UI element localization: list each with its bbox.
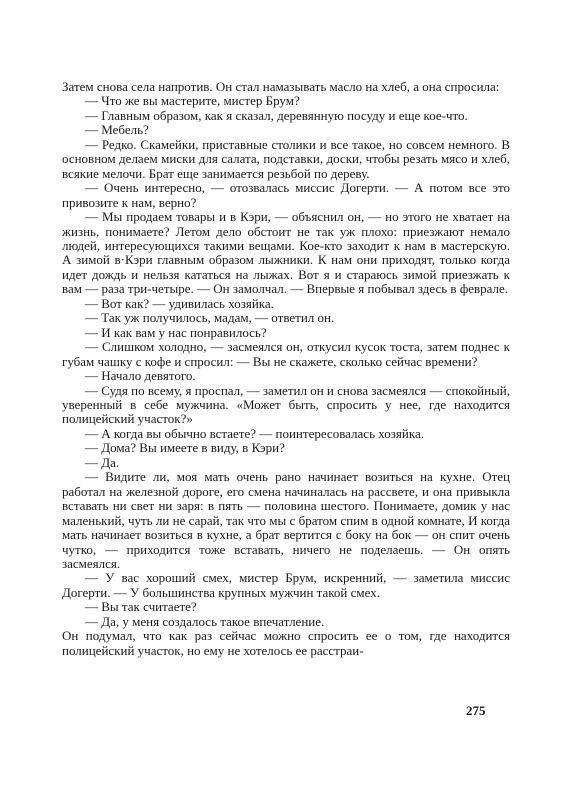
paragraph: — Вы так считаете? [85,599,197,615]
paragraph: Затем снова села напротив. Он стал намазывать масло на хлеб, а она спросила: [62,79,500,94]
paragraph: — Дома? Вы имеете в виду, в Кэри? [85,440,285,456]
paragraph: — Да, у меня создалось такое впечатление. [85,613,325,629]
paragraph: Он подумал, что как раз сейчас можно спросить ее о том, где находится полицейский участок, но ему не хотелось ее расстраи- [62,628,510,658]
paragraph: — Что же вы мастерите, мистер Брум? [85,93,300,109]
paragraph: — У вас хороший смех, мистер Брум, искренний, — заметила миссис Догерти. — У большинства крупных мужчин такой смех. [62,570,510,600]
paragraph: — Видите ли, моя мать очень рано начинает возиться на кухне. Отец работал на железной дороге, его смена начиналась на рассвете, и она привыкла вставать ни свет ни заря: в пять — половина шестого. Понимаете, домик у нас маленький, чуть ли не сарай, так что мы с братом спим в одной комнате, И когда мать начинает возиться в кухне, а брат вертится с боку на бок — он спит очень чутко, — приходится тоже вставать, ничего не поделаешь. — Он опять засмеялся. [62,469,510,571]
paragraph: — И как вам у нас понравилось? [85,324,267,340]
paragraph: — Вот как? — удивилась хозяйка. [85,295,274,311]
paragraph: — Да. [85,454,120,470]
paragraph: — Редко. Скамейки, приставные столики и все такое, но совсем немного. В основном делаем миски для салата, подставки, доски, чтобы резать мясо и хлеб, всякие мелочи. Брат еще занимается резьбой по дереву. [62,136,510,181]
book-page-text [62,80,510,658]
paragraph: — Судя по всему, я проспал, — заметил он и снова засмеялся — спокойный, уверенный в себе мужчина. «Может быть, спросить у нее, где находится полицейский участок?» [62,382,510,427]
paragraph: — Так уж получилось, мадам, — ответил он. [85,310,335,326]
paragraph: — Главным образом, как я сказал, деревянную посуду и еще кое-что. [85,107,468,123]
paragraph: — Слишком холодно, — засмеялся он, откусил кусок тоста, затем поднес к губам чашку с кофе и спросил: — Вы не скажете, сколько сейчас времени? [62,339,510,369]
paragraph: — Мы продаем товары и в Кэри, — объяснил он, — но этого не хватает на жизнь, понимаете? Летом дело обстоит не так уж плохо: приезжают немало людей, интересующихся такими вещами. Кое-кто заходит к нам в мастерскую. А зимой в·Кэри главным образом лыжники. К нам они приходят, только когда идет дождь и нельзя кататься на лыжах. Вот я и стараюсь зимой приезжать к вам — раза три-четыре. — Он замолчал. — Впервые я побывал здесь в феврале. [62,209,510,297]
paragraph: — А когда вы обычно встаете? — поинтересовалась хозяйка. [85,425,424,441]
paragraph: — Очень интересно, — отозвалась миссис Догерти. — А потом все это привозите к нам, верно? [62,180,510,210]
paragraph: — Начало девятого. [85,368,196,384]
page-number: 275 [466,703,486,718]
paragraph: — Мебель? [85,122,149,138]
